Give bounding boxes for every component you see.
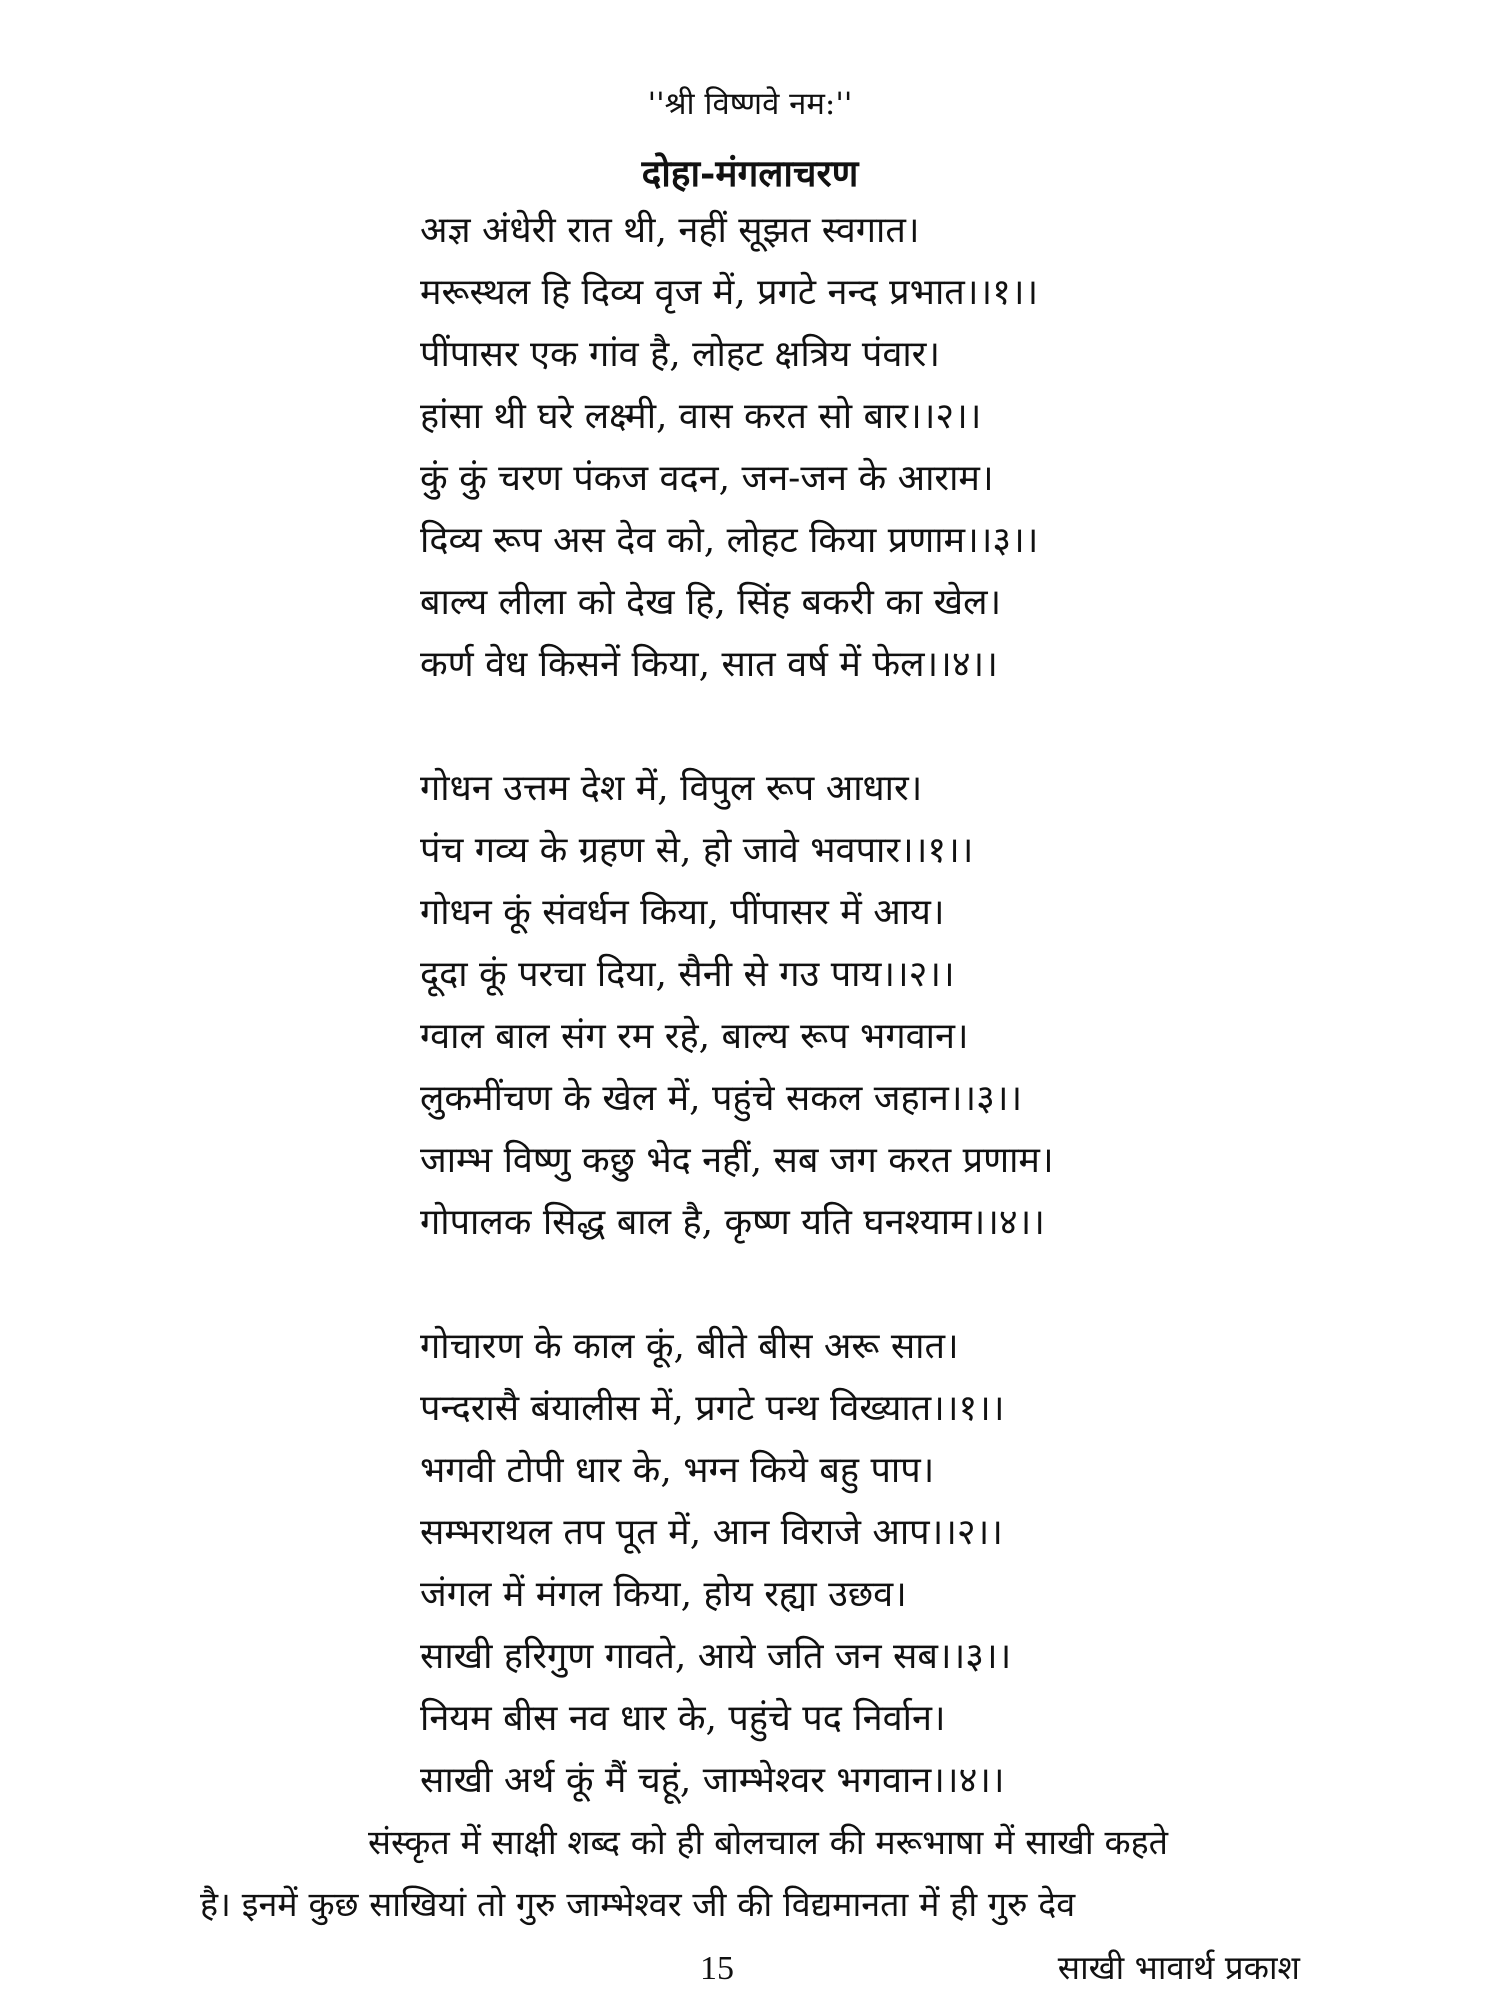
verse-line: ग्वाल बाल संग रम रहे, बाल्य रूप भगवान।: [420, 1016, 969, 1057]
page-number: 15: [700, 1950, 734, 1987]
verse-line: पन्दरासै बंयालीस में, प्रगटे पन्थ विख्यात।।१।।: [420, 1388, 1005, 1429]
verse-line: अज्ञ अंधेरी रात थी, नहीं सूझत स्वगात।: [420, 210, 920, 251]
verse-block-2: [420, 758, 1420, 1254]
page-title: दोहा-मंगलाचरण: [641, 151, 859, 195]
verse-line: भगवी टोपी धार के, भग्न किये बहु पाप।: [420, 1450, 935, 1491]
invocation-heading: ''श्री विष्णवे नम:'': [647, 86, 853, 122]
verse-line: गोधन कूं संवर्धन किया, पींपासर में आय।: [420, 892, 945, 933]
verse-line: साखी हरिगुण गावते, आये जति जन सब।।३।।: [420, 1636, 1012, 1677]
verse-line: मरूस्थल हि दिव्य वृज में, प्रगटे नन्द प्रभात।।१।।: [420, 272, 1039, 313]
verse-line: गोपालक सिद्ध बाल है, कृष्ण यति घनश्याम।।४।।: [420, 1202, 1045, 1243]
body-paragraph: [200, 1812, 1310, 1936]
verse-line: साखी अर्थ कूं मैं चहूं, जाम्भेश्वर भगवान।।४।।: [420, 1760, 1005, 1801]
verse-line: कर्ण वेध किसनें किया, सात वर्ष में फेल।।४।।: [420, 644, 998, 685]
verse-line: कुं कुं चरण पंकज वदन, जन-जन के आराम।: [420, 458, 994, 499]
verse-line: पींपासर एक गांव है, लोहट क्षत्रिय पंवार।: [420, 334, 941, 375]
paragraph-line: संस्कृत में साक्षी शब्द को ही बोलचाल की मरूभाषा में साखी कहते: [368, 1823, 1169, 1863]
verse-line: दूदा कूं परचा दिया, सैनी से गउ पाय।।२।।: [420, 954, 955, 995]
running-footer-title: साखी भावार्थ प्रकाश: [1057, 1948, 1300, 1987]
verse-block-1: [420, 200, 1420, 696]
paragraph-line: है। इनमें कुछ साखियां तो गुरु जाम्भेश्वर जी की विद्यमानता में ही गुरु देव: [200, 1885, 1076, 1925]
verse-line: हांसा थी घरे लक्ष्मी, वास करत सो बार।।२।।: [420, 396, 982, 437]
verse-block-3: [420, 1316, 1420, 1812]
verse-line: गोचारण के काल कूं, बीते बीस अरू सात।: [420, 1326, 959, 1367]
verse-line: दिव्य रूप अस देव को, लोहट किया प्रणाम।।३।।: [420, 520, 1039, 561]
verse-line: नियम बीस नव धार के, पहुंचे पद निर्वान।: [420, 1698, 946, 1739]
verse-line: गोधन उत्तम देश में, विपुल रूप आधार।: [420, 768, 923, 809]
verse-line: पंच गव्य के ग्रहण से, हो जावे भवपार।।१।।: [420, 830, 974, 871]
verse-line: बाल्य लीला को देख हि, सिंह बकरी का खेल।: [420, 582, 1002, 623]
verse-line: लुकमींचण के खेल में, पहुंचे सकल जहान।।३।।: [420, 1078, 1023, 1119]
verse-line: जंगल में मंगल किया, होय रह्या उछव।: [420, 1574, 907, 1615]
verse-line: जाम्भ विष्णु कछु भेद नहीं, सब जग करत प्रणाम।: [420, 1140, 1054, 1181]
verse-line: सम्भराथल तप पूत में, आन विराजे आप।।२।।: [420, 1512, 1003, 1553]
